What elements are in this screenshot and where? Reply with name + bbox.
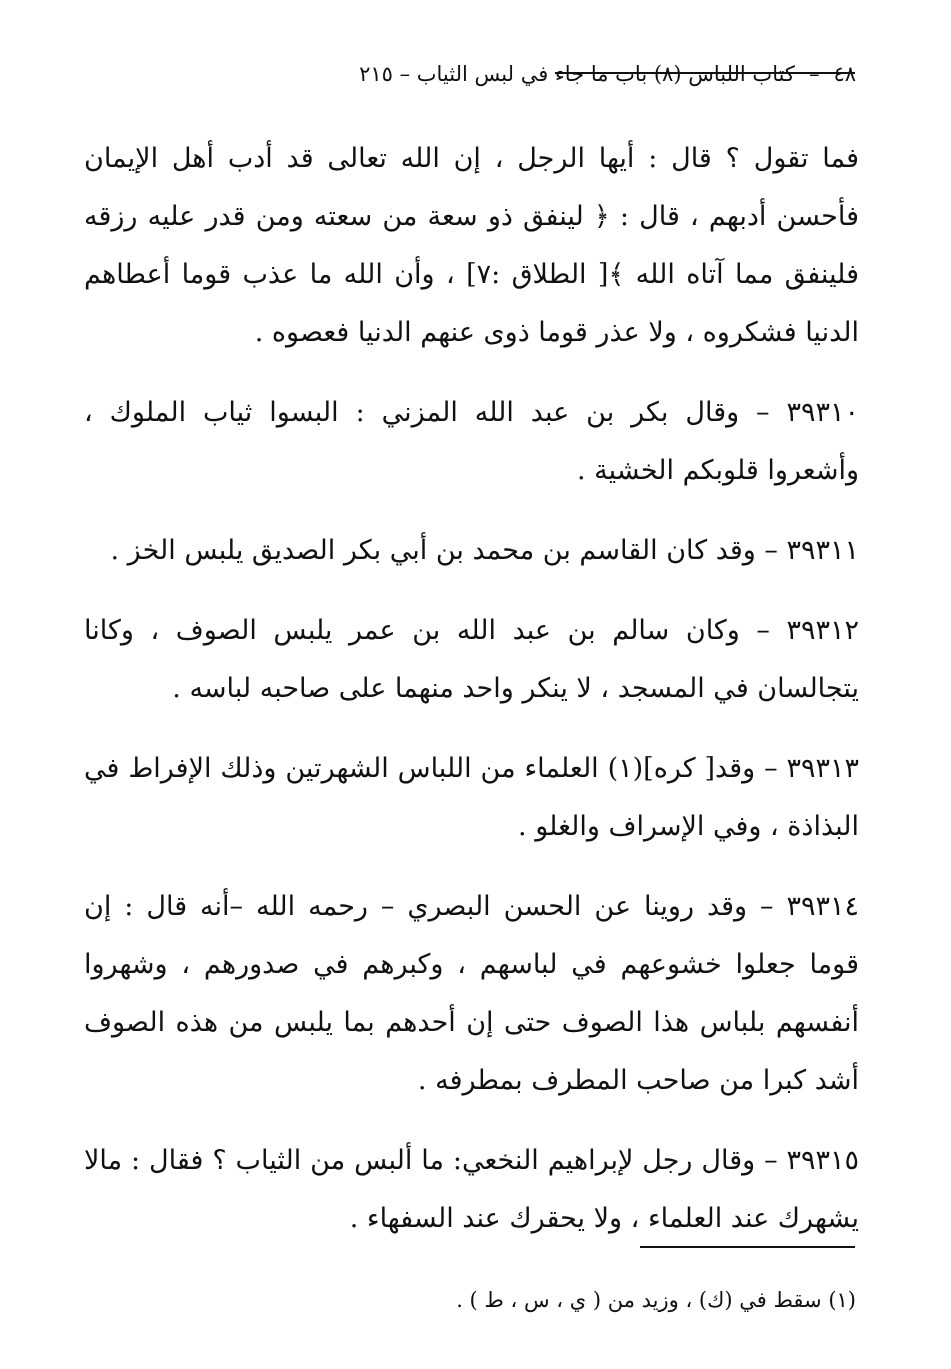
paragraph-39312: ٣٩٣١٢ – وكان سالم بن عبد الله بن عمر يلبس الصوف ، وكانا يتجالسان في المسجد ، لا ينكر واحد منهما على صاحبه لباسه . [84,615,859,704]
running-header [359,62,856,86]
body-text [84,130,859,1248]
header-separator: – [808,62,820,86]
footnote-rule [640,1246,855,1248]
paragraph-continuation: فما تقول ؟ قال : أيها الرجل ، إن الله تعالى قد أدب أهل الإيمان فأحسن أدبهم ، قال : ﴿ لينفق ذو سعة من سعته ومن قدر عليه رزقه فلينفق مما آتاه الله ﴾[ الطلاق :٧] ، وأن الله ما عذب قوما أعطاهم الدنيا فشكروه ، ولا عذر قوما ذوى عنهم الدنيا فعصوه . [84,143,859,348]
paragraph-39313: ٣٩٣١٣ – وقد[ كره](١) العلماء من اللباس الشهرتين وذلك الإفراط في البذاذة ، وفي الإسراف والغلو . [84,753,859,842]
page-number: ٤٨ [833,62,856,86]
paragraph-39314: ٣٩٣١٤ – وقد روينا عن الحسن البصري – رحمه الله –أنه قال : إن قوما جعلوا خشوعهم في لباسهم ، وكبرهم في صدورهم ، وشهروا أنفسهم بلباس هذا الصوف حتى إن أحدهم بما يلبس من هذه الصوف أشد كبرا من صاحب المطرف بمطرفه . [84,891,859,1096]
paragraph-39315: ٣٩٣١٥ – وقال رجل لإبراهيم النخعي: ما ألبس من الثياب ؟ فقال : مالا يشهرك عند العلماء ، ولا يحقرك عند السفهاء . [84,1145,859,1234]
footnote: (١) سقط في (ك) ، وزيد من ( ي ، س ، ط ) . [456,1288,856,1312]
running-title: كتاب اللباس (٨) باب ما جاء في لبس الثياب – ٢١٥ [359,62,795,86]
paragraph-39310: ٣٩٣١٠ – وقال بكر بن عبد الله المزني : البسوا ثياب الملوك ، وأشعروا قلوبكم الخشية . [84,397,859,486]
header-rule [555,72,855,74]
paragraph-39311: ٣٩٣١١ – وقد كان القاسم بن محمد بن أبي بكر الصديق يلبس الخز . [110,535,859,566]
